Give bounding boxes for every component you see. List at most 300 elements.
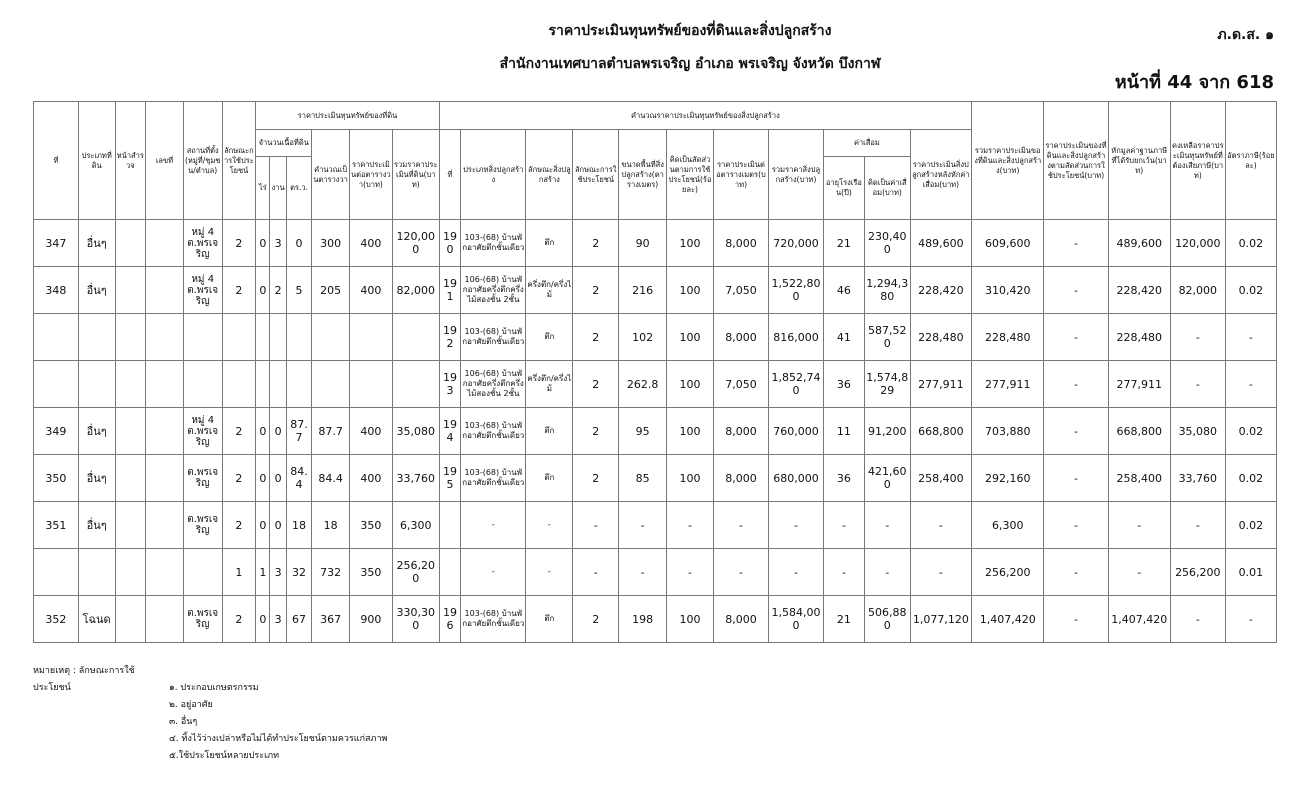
cell-location: หมู่ 4 ต.พรเจริญ — [183, 220, 222, 267]
cell-b-style: ตึก — [526, 408, 573, 455]
cell-sqwa: 84.4 — [286, 455, 311, 502]
cell-deduction: 1,407,420 — [1108, 596, 1170, 643]
col-b-price-sqm: ราคาประเมินต่อตารางเมตร(บาท) — [713, 130, 768, 220]
col-group-area: จำนวนเนื้อที่ดิน — [256, 130, 312, 157]
cell-rai: 1 — [256, 549, 270, 596]
cell-remaining: 35,080 — [1170, 408, 1225, 455]
cell-b-style: ตึก — [526, 596, 573, 643]
cell-b-usage: 2 — [573, 455, 619, 502]
cell-calc-sqwa: 732 — [312, 549, 350, 596]
col-page-survey: หน้าสำรวจ — [115, 102, 146, 220]
cell-b-total: 720,000 — [769, 220, 824, 267]
cell-b-type: 103-(68) บ้านพักอาศัยตึกชั้นเดียว — [461, 455, 526, 502]
cell-remaining: 82,000 — [1170, 267, 1225, 314]
cell-b-style: - — [526, 502, 573, 549]
cell-remaining: - — [1170, 596, 1225, 643]
cell-b-price: 8,000 — [713, 408, 768, 455]
cell-b-size: 102 — [619, 314, 667, 361]
cell-number — [146, 549, 184, 596]
cell-b-percent: 100 — [667, 220, 714, 267]
document-title: ราคาประเมินทุนทรัพย์ของที่ดินและสิ่งปลูกสร้าง — [548, 23, 832, 39]
cell-b-size: 85 — [619, 455, 667, 502]
col-group-depreciation: ค่าเสื่อม — [824, 130, 911, 157]
cell-sqwa: 5 — [286, 267, 311, 314]
cell-b-usage: 2 — [573, 314, 619, 361]
cell-price-sqwa: 350 — [349, 502, 392, 549]
cell-ngan: 0 — [270, 408, 286, 455]
note-item: ๕.ใช้ประโยชน์หลายประเภท — [169, 751, 280, 761]
cell-proportion-value: - — [1044, 549, 1108, 596]
col-remaining: คงเหลือราคาประเมินทุนทรัพย์ที่ต้องเสียภาษี(บาท) — [1170, 102, 1225, 220]
col-b-type: ประเภทสิ่งปลูกสร้าง — [461, 130, 526, 220]
cell-tax-rate: - — [1225, 361, 1276, 408]
cell-usage — [222, 361, 256, 408]
cell-number — [146, 455, 184, 502]
col-usage: ลักษณะการใช้ประโยชน์ — [222, 102, 256, 220]
cell-b-age: - — [824, 549, 865, 596]
col-no: ที่ — [34, 102, 79, 220]
cell-calc-sqwa: 87.7 — [312, 408, 350, 455]
cell-land-type: อื่นๆ — [78, 455, 115, 502]
cell-b-type: 103-(68) บ้านพักอาศัยตึกชั้นเดียว — [461, 314, 526, 361]
cell-no — [34, 549, 79, 596]
col-b-style: ลักษณะสิ่งปลูกสร้าง — [526, 130, 573, 220]
cell-b-after: 1,077,120 — [910, 596, 971, 643]
cell-b-type: 106-(68) บ้านพักอาศัยครึ่งตึกครึ่งไม้สองชั้น 2ชั้น — [461, 267, 526, 314]
cell-land-type: อื่นๆ — [78, 502, 115, 549]
cell-total-land: 82,000 — [392, 267, 439, 314]
cell-b-age: 36 — [824, 455, 865, 502]
cell-b-percent: 100 — [667, 596, 714, 643]
cell-land-type — [78, 361, 115, 408]
cell-number — [146, 220, 184, 267]
cell-usage — [222, 314, 256, 361]
cell-number — [146, 267, 184, 314]
cell-b-price: 8,000 — [713, 220, 768, 267]
cell-b-after: - — [910, 502, 971, 549]
cell-ngan: 3 — [270, 220, 286, 267]
cell-number — [146, 596, 184, 643]
cell-number — [146, 361, 184, 408]
cell-page — [115, 220, 146, 267]
cell-total-value: 6,300 — [972, 502, 1044, 549]
cell-price-sqwa — [349, 361, 392, 408]
cell-ngan: 0 — [270, 502, 286, 549]
cell-deduction: - — [1108, 502, 1170, 549]
cell-proportion-value: - — [1044, 361, 1108, 408]
cell-b-age: 41 — [824, 314, 865, 361]
cell-usage: 2 — [222, 408, 256, 455]
cell-b-depreciation: 91,200 — [864, 408, 910, 455]
usage-notes — [33, 663, 387, 765]
cell-price-sqwa: 400 — [349, 220, 392, 267]
cell-number — [146, 502, 184, 549]
cell-b-percent: - — [667, 502, 714, 549]
cell-no — [34, 361, 79, 408]
cell-b-total: - — [769, 549, 824, 596]
cell-b-price: 7,050 — [713, 361, 768, 408]
cell-no — [34, 314, 79, 361]
cell-deduction: 228,480 — [1108, 314, 1170, 361]
cell-calc-sqwa — [312, 314, 350, 361]
cell-remaining: - — [1170, 361, 1225, 408]
cell-deduction: 277,911 — [1108, 361, 1170, 408]
cell-page — [115, 502, 146, 549]
cell-b-total: 1,522,800 — [769, 267, 824, 314]
cell-b-age: 46 — [824, 267, 865, 314]
cell-ngan: 2 — [270, 267, 286, 314]
cell-b-depreciation: 587,520 — [864, 314, 910, 361]
cell-total-value: 1,407,420 — [972, 596, 1044, 643]
cell-no: 352 — [34, 596, 79, 643]
cell-calc-sqwa: 18 — [312, 502, 350, 549]
cell-b-style: ครึ่งตึก/ครึ่งไม้ — [526, 267, 573, 314]
col-proportion-value: ราคาประเมินของที่ดินและสิ่งปลูกสร้างตามสัดส่วนการใช้ประโยชน์(บาท) — [1044, 102, 1108, 220]
document-subtitle: สำนักงานเทศบาลตำบลพรเจริญ อำเภอ พรเจริญ จังหวัด บึงกาฬ — [499, 56, 881, 72]
cell-rai: 0 — [256, 596, 270, 643]
cell-b-age: 11 — [824, 408, 865, 455]
cell-page — [115, 455, 146, 502]
cell-b-usage: 2 — [573, 361, 619, 408]
cell-b-depreciation: - — [864, 549, 910, 596]
cell-b-after: 258,400 — [910, 455, 971, 502]
cell-b-depreciation: 230,400 — [864, 220, 910, 267]
col-calc-sqwa: คำนวณเป็นตารางวา — [312, 130, 350, 220]
cell-page — [115, 549, 146, 596]
cell-usage: 2 — [222, 220, 256, 267]
cell-b-after: - — [910, 549, 971, 596]
col-b-no: ที่ — [439, 130, 460, 220]
col-b-depreciation: คิดเป็นค่าเสื่อม(บาท) — [864, 157, 910, 220]
table-row — [34, 502, 1277, 549]
cell-land-type: โฉนด — [78, 596, 115, 643]
table-row — [34, 361, 1277, 408]
table-row — [34, 549, 1277, 596]
cell-total-value: 256,200 — [972, 549, 1044, 596]
cell-location — [183, 361, 222, 408]
table-row — [34, 220, 1277, 267]
cell-ngan: 0 — [270, 455, 286, 502]
cell-total-land: 120,000 — [392, 220, 439, 267]
cell-b-size: 198 — [619, 596, 667, 643]
cell-usage: 2 — [222, 455, 256, 502]
cell-b-percent: 100 — [667, 314, 714, 361]
table-row — [34, 455, 1277, 502]
cell-land-type — [78, 314, 115, 361]
cell-remaining: 256,200 — [1170, 549, 1225, 596]
cell-deduction: 668,800 — [1108, 408, 1170, 455]
cell-b-no: 195 — [439, 455, 460, 502]
cell-tax-rate: - — [1225, 596, 1276, 643]
cell-location — [183, 314, 222, 361]
cell-deduction: 489,600 — [1108, 220, 1170, 267]
cell-b-age: 21 — [824, 596, 865, 643]
col-b-size: ขนาดพื้นที่สิ่งปลูกสร้าง(ตารางเมตร) — [619, 130, 667, 220]
note-item: ๑. ประกอบเกษตรกรรม — [169, 683, 259, 693]
cell-tax-rate: - — [1225, 314, 1276, 361]
cell-rai: 0 — [256, 408, 270, 455]
cell-price-sqwa: 400 — [349, 267, 392, 314]
cell-total-land: 330,300 — [392, 596, 439, 643]
cell-usage: 2 — [222, 502, 256, 549]
cell-ngan — [270, 361, 286, 408]
cell-tax-rate: 0.02 — [1225, 502, 1276, 549]
col-ngan: งาน — [270, 157, 286, 220]
col-b-age: อายุโรงเรือน(ปี) — [824, 157, 865, 220]
col-rai: ไร่ — [256, 157, 270, 220]
cell-proportion-value: - — [1044, 220, 1108, 267]
cell-b-total: 760,000 — [769, 408, 824, 455]
cell-sqwa — [286, 314, 311, 361]
cell-rai — [256, 361, 270, 408]
cell-tax-rate: 0.01 — [1225, 549, 1276, 596]
cell-b-depreciation: 1,574,829 — [864, 361, 910, 408]
cell-tax-rate: 0.02 — [1225, 267, 1276, 314]
cell-b-no: 194 — [439, 408, 460, 455]
cell-b-usage: 2 — [573, 220, 619, 267]
cell-b-style: ตึก — [526, 314, 573, 361]
cell-total-value: 310,420 — [972, 267, 1044, 314]
col-group-land: ราคาประเมินทุนทรัพย์ของที่ดิน — [256, 102, 440, 130]
cell-total-land: 33,760 — [392, 455, 439, 502]
cell-sqwa: 67 — [286, 596, 311, 643]
cell-b-type: - — [461, 502, 526, 549]
table-row — [34, 267, 1277, 314]
cell-sqwa: 18 — [286, 502, 311, 549]
cell-price-sqwa: 400 — [349, 455, 392, 502]
cell-b-age: 21 — [824, 220, 865, 267]
cell-location: ต.พรเจริญ — [183, 596, 222, 643]
cell-ngan: 3 — [270, 549, 286, 596]
cell-b-percent: 100 — [667, 361, 714, 408]
form-code: ภ.ด.ส. ๑ — [1217, 27, 1274, 43]
cell-proportion-value: - — [1044, 314, 1108, 361]
cell-page — [115, 361, 146, 408]
cell-b-percent: 100 — [667, 408, 714, 455]
cell-b-no: 192 — [439, 314, 460, 361]
col-total-value: รวมราคาประเมินของที่ดินและสิ่งปลูกสร้าง(บาท) — [972, 102, 1044, 220]
cell-rai: 0 — [256, 455, 270, 502]
cell-page — [115, 314, 146, 361]
cell-b-usage: - — [573, 502, 619, 549]
cell-b-percent: - — [667, 549, 714, 596]
cell-b-type: 106-(68) บ้านพักอาศัยครึ่งตึกครึ่งไม้สองชั้น 2ชั้น — [461, 361, 526, 408]
cell-b-usage: 2 — [573, 408, 619, 455]
cell-total-value: 703,880 — [972, 408, 1044, 455]
cell-b-size: 216 — [619, 267, 667, 314]
cell-b-usage: 2 — [573, 596, 619, 643]
cell-no: 351 — [34, 502, 79, 549]
cell-sqwa: 0 — [286, 220, 311, 267]
cell-b-total: 1,852,740 — [769, 361, 824, 408]
cell-usage: 1 — [222, 549, 256, 596]
cell-b-depreciation: 506,880 — [864, 596, 910, 643]
cell-proportion-value: - — [1044, 596, 1108, 643]
cell-deduction: 258,400 — [1108, 455, 1170, 502]
cell-price-sqwa: 400 — [349, 408, 392, 455]
cell-land-type: อื่นๆ — [78, 220, 115, 267]
cell-b-no: 193 — [439, 361, 460, 408]
cell-location: ต.พรเจริญ — [183, 455, 222, 502]
cell-no: 347 — [34, 220, 79, 267]
cell-b-price: 8,000 — [713, 596, 768, 643]
cell-page — [115, 267, 146, 314]
cell-ngan: 3 — [270, 596, 286, 643]
notes-label: หมายเหตุ : ลักษณะการใช้ประโยชน์ — [33, 666, 135, 693]
cell-calc-sqwa: 84.4 — [312, 455, 350, 502]
cell-page — [115, 596, 146, 643]
cell-b-style: ตึก — [526, 220, 573, 267]
cell-tax-rate: 0.02 — [1225, 455, 1276, 502]
cell-b-after: 228,480 — [910, 314, 971, 361]
note-item: ๓. อื่นๆ — [169, 717, 198, 727]
cell-b-usage: - — [573, 549, 619, 596]
col-group-building: คำนวณราคาประเมินทุนทรัพย์ของสิ่งปลูกสร้าง — [439, 102, 971, 130]
cell-location — [183, 549, 222, 596]
cell-total-value: 277,911 — [972, 361, 1044, 408]
cell-remaining: - — [1170, 502, 1225, 549]
cell-b-after: 489,600 — [910, 220, 971, 267]
cell-b-age: 36 — [824, 361, 865, 408]
cell-b-size: 90 — [619, 220, 667, 267]
col-land-type: ประเภทที่ดิน — [78, 102, 115, 220]
cell-tax-rate: 0.02 — [1225, 408, 1276, 455]
cell-sqwa: 87.7 — [286, 408, 311, 455]
cell-proportion-value: - — [1044, 267, 1108, 314]
cell-location: ต.พรเจริญ — [183, 502, 222, 549]
cell-total-value: 609,600 — [972, 220, 1044, 267]
cell-b-usage: 2 — [573, 267, 619, 314]
cell-b-total: 816,000 — [769, 314, 824, 361]
cell-b-price: 8,000 — [713, 455, 768, 502]
table-row — [34, 314, 1277, 361]
cell-b-after: 228,420 — [910, 267, 971, 314]
cell-b-depreciation: - — [864, 502, 910, 549]
cell-b-type: - — [461, 549, 526, 596]
cell-rai: 0 — [256, 267, 270, 314]
cell-land-type: อื่นๆ — [78, 408, 115, 455]
cell-b-no: 190 — [439, 220, 460, 267]
cell-rai: 0 — [256, 220, 270, 267]
cell-rai — [256, 314, 270, 361]
cell-b-size: 262.8 — [619, 361, 667, 408]
cell-calc-sqwa: 205 — [312, 267, 350, 314]
col-b-usage: ลักษณะการใช้ประโยชน์ — [573, 130, 619, 220]
cell-usage: 2 — [222, 267, 256, 314]
cell-proportion-value: - — [1044, 455, 1108, 502]
cell-b-depreciation: 421,600 — [864, 455, 910, 502]
cell-b-size: - — [619, 502, 667, 549]
cell-total-land: 6,300 — [392, 502, 439, 549]
col-b-percent: คิดเป็นสัดส่วนตามการใช้ประโยชน์(ร้อยละ) — [667, 130, 714, 220]
cell-rai: 0 — [256, 502, 270, 549]
cell-b-price: - — [713, 549, 768, 596]
cell-price-sqwa: 350 — [349, 549, 392, 596]
cell-b-total: - — [769, 502, 824, 549]
cell-no: 348 — [34, 267, 79, 314]
cell-proportion-value: - — [1044, 408, 1108, 455]
cell-deduction: - — [1108, 549, 1170, 596]
cell-sqwa: 32 — [286, 549, 311, 596]
col-b-total: รวมราคาสิ่งปลูกสร้าง(บาท) — [769, 130, 824, 220]
cell-total-land — [392, 314, 439, 361]
cell-tax-rate: 0.02 — [1225, 220, 1276, 267]
col-deduction: หักมูลค่าฐานภาษีที่ได้รับยกเว้น(บาท) — [1108, 102, 1170, 220]
cell-b-style: ตึก — [526, 455, 573, 502]
cell-b-price: 8,000 — [713, 314, 768, 361]
cell-location: หมู่ 4 ต.พรเจริญ — [183, 267, 222, 314]
col-total-land: รวมราคาประเมินที่ดิน(บาท) — [392, 130, 439, 220]
note-item: ๒. อยู่อาศัย — [169, 700, 213, 710]
cell-ngan — [270, 314, 286, 361]
note-item: ๔. ทิ้งไว้ว่างเปล่าหรือไม่ได้ทำประโยชน์ตามควรแก่สภาพ — [169, 734, 388, 744]
assessment-table — [33, 101, 1277, 643]
col-number: เลขที่ — [146, 102, 184, 220]
cell-no: 350 — [34, 455, 79, 502]
cell-total-land — [392, 361, 439, 408]
cell-remaining: 33,760 — [1170, 455, 1225, 502]
cell-number — [146, 314, 184, 361]
cell-land-type — [78, 549, 115, 596]
cell-calc-sqwa — [312, 361, 350, 408]
cell-b-percent: 100 — [667, 267, 714, 314]
cell-no: 349 — [34, 408, 79, 455]
cell-remaining: 120,000 — [1170, 220, 1225, 267]
cell-b-age: - — [824, 502, 865, 549]
cell-total-land: 256,200 — [392, 549, 439, 596]
cell-b-total: 1,584,000 — [769, 596, 824, 643]
cell-b-style: ครึ่งตึก/ครึ่งไม้ — [526, 361, 573, 408]
cell-b-price: - — [713, 502, 768, 549]
cell-b-no — [439, 502, 460, 549]
cell-sqwa — [286, 361, 311, 408]
col-b-after-depreciation: ราคาประเมินสิ่งปลูกสร้างหลังหักค่าเสื่อม(บาท) — [910, 130, 971, 220]
cell-calc-sqwa: 367 — [312, 596, 350, 643]
cell-calc-sqwa: 300 — [312, 220, 350, 267]
cell-b-after: 277,911 — [910, 361, 971, 408]
cell-b-style: - — [526, 549, 573, 596]
cell-b-no: 191 — [439, 267, 460, 314]
table-row — [34, 408, 1277, 455]
cell-total-value: 292,160 — [972, 455, 1044, 502]
cell-number — [146, 408, 184, 455]
cell-deduction: 228,420 — [1108, 267, 1170, 314]
cell-total-value: 228,480 — [972, 314, 1044, 361]
cell-b-after: 668,800 — [910, 408, 971, 455]
cell-b-type: 103-(68) บ้านพักอาศัยตึกชั้นเดียว — [461, 596, 526, 643]
cell-b-type: 103-(68) บ้านพักอาศัยตึกชั้นเดียว — [461, 408, 526, 455]
cell-page — [115, 408, 146, 455]
cell-b-percent: 100 — [667, 455, 714, 502]
cell-price-sqwa — [349, 314, 392, 361]
cell-land-type: อื่นๆ — [78, 267, 115, 314]
cell-b-depreciation: 1,294,380 — [864, 267, 910, 314]
col-location: สถานที่ตั้ง(หมู่ที่/ชุมชน/ตำบล) — [183, 102, 222, 220]
cell-price-sqwa: 900 — [349, 596, 392, 643]
cell-remaining: - — [1170, 314, 1225, 361]
cell-proportion-value: - — [1044, 502, 1108, 549]
cell-b-total: 680,000 — [769, 455, 824, 502]
cell-total-land: 35,080 — [392, 408, 439, 455]
cell-b-size: 95 — [619, 408, 667, 455]
page-info: หน้าที่ 44 จาก 618 — [1114, 72, 1274, 93]
col-price-sqwa: ราคาประเมินต่อตารางวา(บาท) — [349, 130, 392, 220]
cell-location: หมู่ 4 ต.พรเจริญ — [183, 408, 222, 455]
cell-b-no — [439, 549, 460, 596]
table-row — [34, 596, 1277, 643]
col-tax-rate: อัตราภาษี(ร้อยละ) — [1225, 102, 1276, 220]
cell-usage: 2 — [222, 596, 256, 643]
